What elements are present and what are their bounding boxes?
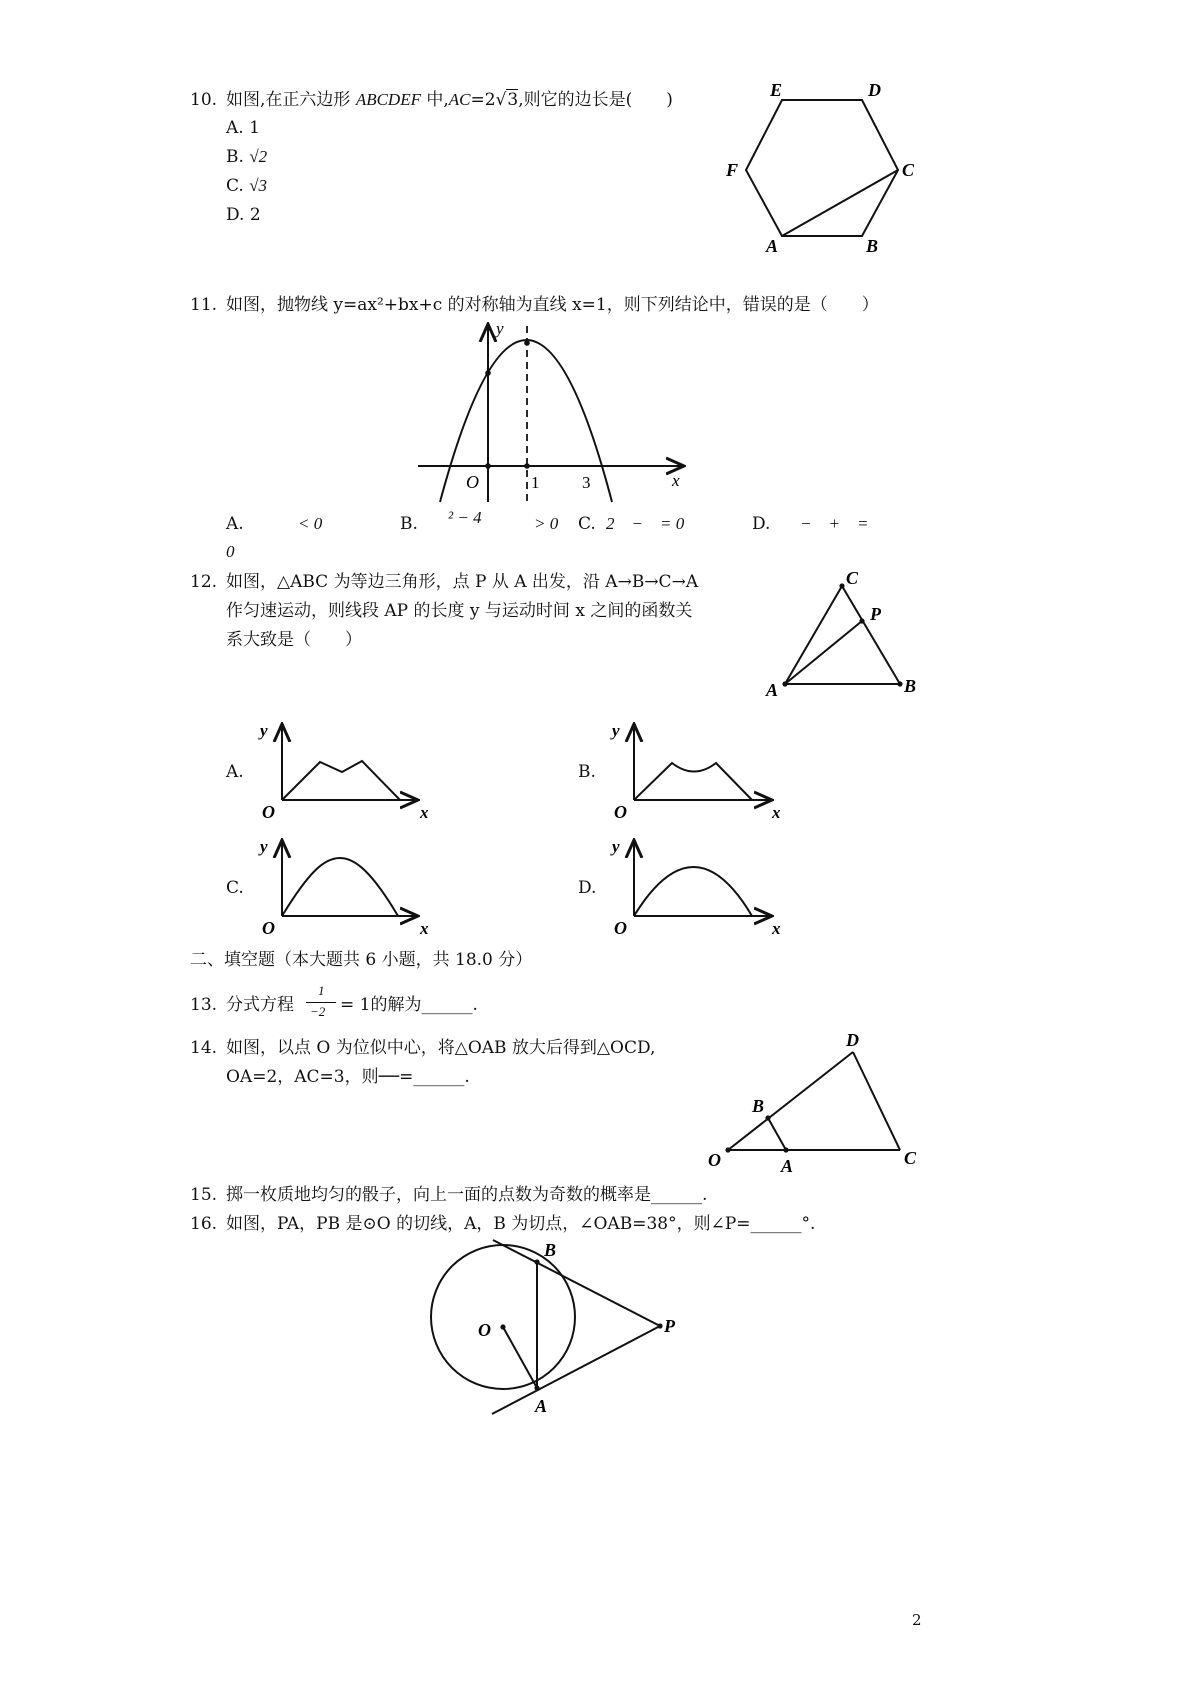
label-p: P xyxy=(664,1316,675,1336)
q12-stem-line3: 系大致是（ ） xyxy=(226,630,362,650)
q12-option-d-label: D. xyxy=(578,878,597,898)
tick-label-1: 1 xyxy=(531,473,540,492)
q10-stem: 如图,在正六边形 ABCDEF 中,AC=2√3,则它的边长是( ) xyxy=(226,90,673,110)
label-b: B xyxy=(904,676,917,696)
label-b: B xyxy=(544,1240,557,1260)
label-d: D xyxy=(868,80,881,100)
origin-label: O xyxy=(466,472,479,492)
radius-oa xyxy=(503,1327,537,1388)
q12-option-c-label: C. xyxy=(226,878,244,898)
q11-option-d-text: − + = xyxy=(800,514,869,533)
circle-o xyxy=(431,1245,575,1389)
q13-number: 13. xyxy=(190,995,218,1015)
q11-option-a-text: < 0 xyxy=(298,514,323,533)
q12-option-a-label: A. xyxy=(226,762,244,782)
q10-option-b: B. √2 xyxy=(226,147,268,167)
q10-option-c: C. √3 xyxy=(226,176,268,196)
label-d: D xyxy=(846,1030,859,1050)
label-o: O xyxy=(708,1150,721,1170)
section-heading: 二、填空题（本大题共 6 小题，共 18.0 分） xyxy=(190,950,533,970)
q14-stem-line1: 如图，以点 O 为位似中心，将△OAB 放大后得到△OCD, xyxy=(226,1038,656,1058)
page-number: 2 xyxy=(912,1611,922,1629)
q13-frac-den: −2 xyxy=(310,1004,326,1019)
label-a: A xyxy=(766,236,779,256)
svg-text:O: O xyxy=(614,802,627,822)
svg-text:y: y xyxy=(612,837,620,856)
label-c: C xyxy=(902,160,915,180)
label-b: B xyxy=(866,236,879,256)
q14-stem-line2: OA=2，AC=3，则──=______. xyxy=(226,1067,470,1087)
q11-option-c-text: 2 − = 0 xyxy=(606,514,685,533)
svg-text:y: y xyxy=(260,721,268,740)
q11-stem: 如图，抛物线 y=ax²+bx+c 的对称轴为直线 x=1，则下列结论中，错误的是（ ） xyxy=(226,295,879,315)
q13-post: = 1的解为______. xyxy=(340,995,478,1015)
q11-option-b-text2: > 0 xyxy=(534,514,559,533)
q14-number: 14. xyxy=(190,1038,218,1058)
label-b: B xyxy=(752,1096,765,1116)
q11-option-d-tail: 0 xyxy=(226,542,235,561)
axis-label-y: y xyxy=(496,319,504,338)
label-c: C xyxy=(846,568,859,588)
q13-frac-num: 1 xyxy=(318,983,325,998)
label-a: A xyxy=(781,1156,794,1176)
svg-text:x: x xyxy=(420,803,429,822)
label-e: E xyxy=(770,80,783,100)
q10-option-a: A. 1 xyxy=(226,118,260,138)
q15-number: 15. xyxy=(190,1185,218,1205)
q11-option-d-label: D. xyxy=(752,514,771,534)
svg-text:x: x xyxy=(772,803,781,822)
svg-text:x: x xyxy=(420,919,429,938)
label-a: A xyxy=(766,680,779,700)
q11-option-a-label: A. xyxy=(226,514,244,534)
q11-option-c-label: C. xyxy=(578,514,596,534)
q16-text: 如图，PA，PB 是⊙O 的切线，A，B 为切点，∠OAB=38°，则∠P=______°. xyxy=(226,1214,816,1234)
q11-option-b-label: B. xyxy=(400,514,418,534)
tick-label-3: 3 xyxy=(582,473,591,492)
q12-stem-line1: 如图，△ABC 为等边三角形，点 P 从 A 出发，沿 A→B→C→A xyxy=(226,572,699,592)
q12-number: 12. xyxy=(190,572,218,592)
q11-option-b-text1: ² − 4 xyxy=(448,508,482,527)
tangent-pa xyxy=(492,1326,660,1414)
q12-stem-line2: 作匀速运动，则线段 AP 的长度 y 与运动时间 x 之间的函数关 xyxy=(226,601,693,621)
q10-number: 10. xyxy=(190,90,218,110)
q11-number: 11. xyxy=(190,295,218,315)
label-o: O xyxy=(478,1320,491,1340)
svg-text:y: y xyxy=(612,721,620,740)
q15-text: 掷一枚质地均匀的骰子，向上一面的点数为奇数的概率是______. xyxy=(226,1185,708,1205)
q12-option-b-label: B. xyxy=(578,762,596,782)
svg-text:x: x xyxy=(772,919,781,938)
label-f: F xyxy=(726,160,739,180)
label-a: A xyxy=(535,1396,548,1416)
svg-text:y: y xyxy=(260,837,268,856)
label-c: C xyxy=(904,1148,917,1168)
q10-option-d: D. 2 xyxy=(226,205,261,225)
tangent-pb xyxy=(493,1240,660,1326)
svg-text:O: O xyxy=(262,802,275,822)
svg-text:O: O xyxy=(614,918,627,938)
q16-number: 16. xyxy=(190,1214,218,1234)
svg-text:O: O xyxy=(262,918,275,938)
axis-label-x: x xyxy=(672,471,680,490)
q13-pre: 分式方程 xyxy=(226,995,294,1015)
label-p: P xyxy=(870,604,881,624)
